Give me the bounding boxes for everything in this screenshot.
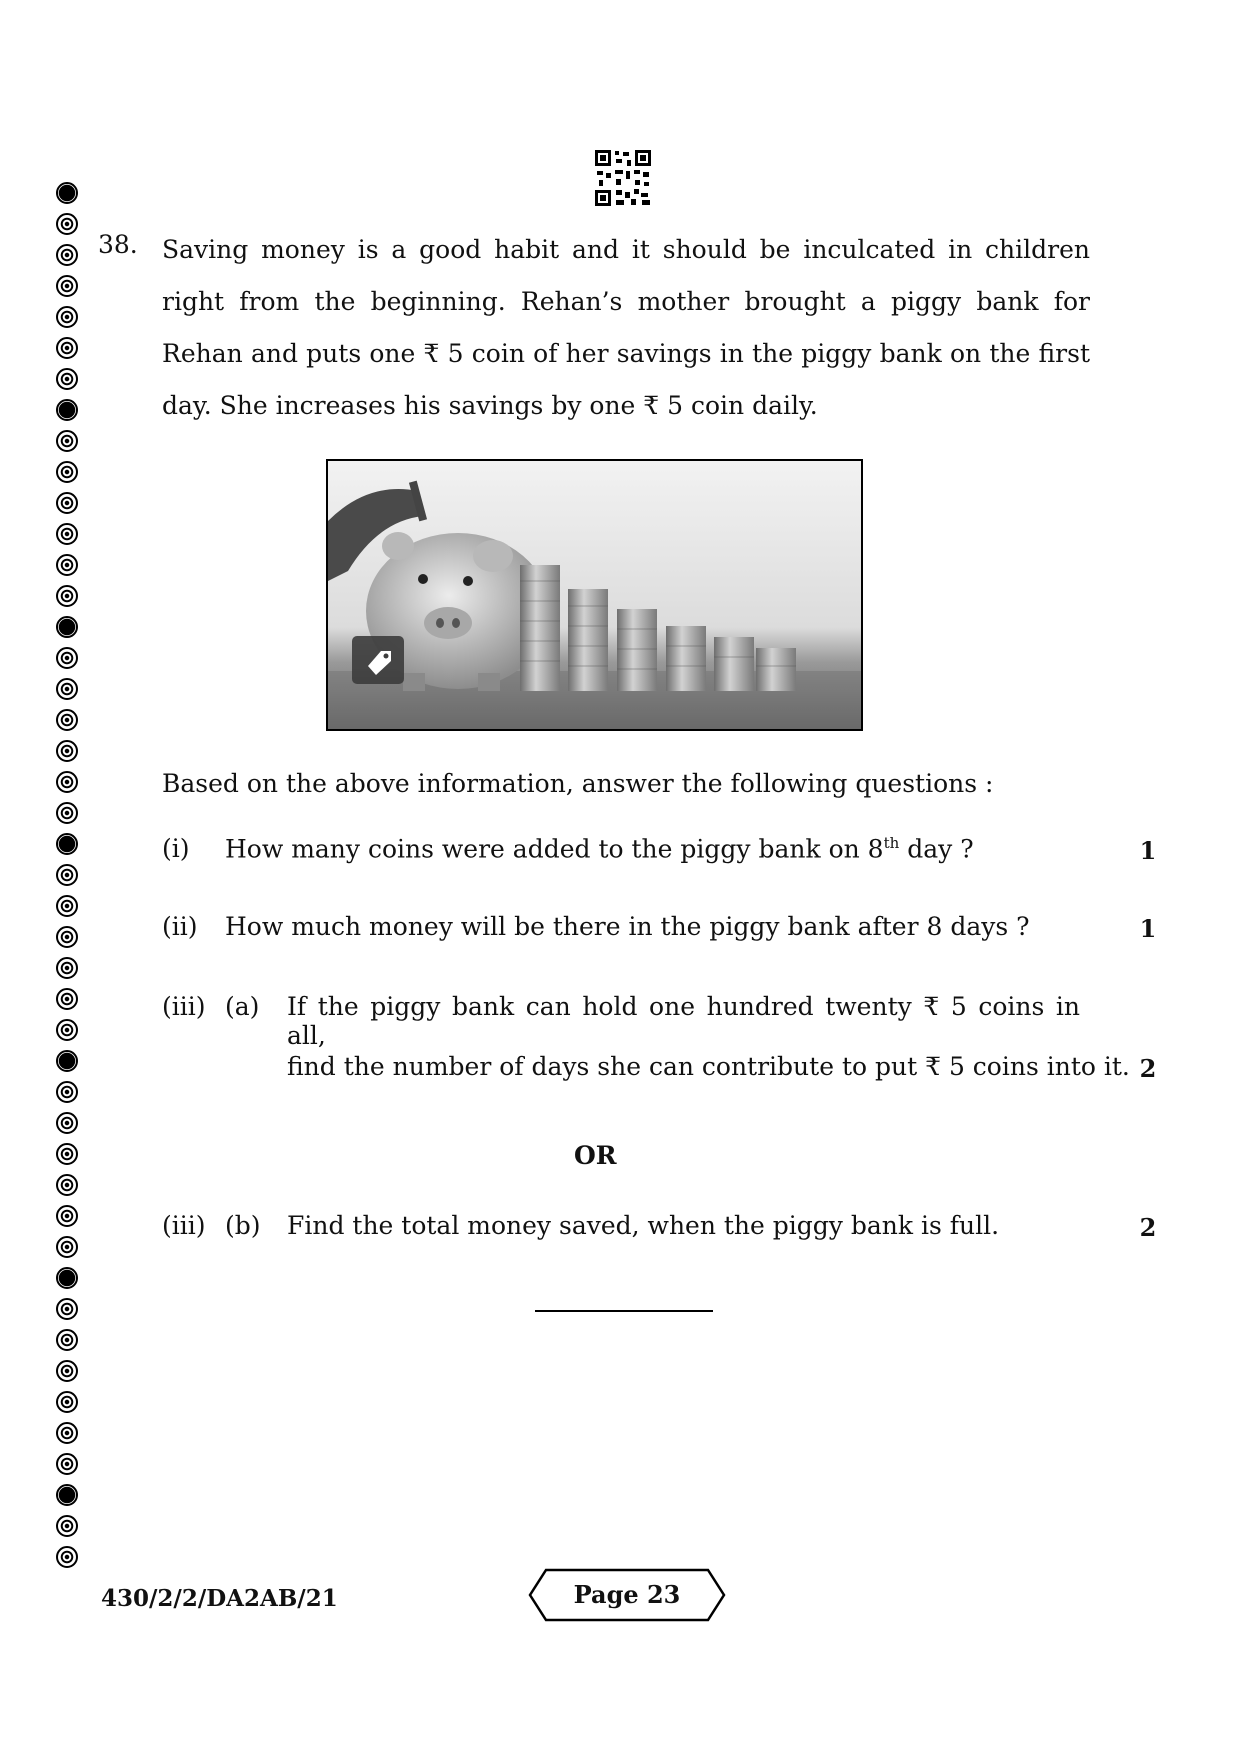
part-iii-b-text: Find the total money saved, when the piggy bank is full. [287,1211,1000,1240]
paper-code: 430/2/2/DA2AB/21 [101,1585,338,1612]
or-separator: OR [574,1141,617,1170]
part-iii-a-sub: (a) [225,992,260,1021]
margin-ring [56,461,78,483]
margin-ring [56,988,78,1010]
margin-ring [56,1050,78,1072]
margin-ring [56,833,78,855]
margin-ring [56,182,78,204]
part-iii-a-label: (iii) [162,992,206,1021]
part-i-label: (i) [162,834,190,863]
part-iii-a-line1: If the piggy bank can hold one hundred twenty ₹ 5 coins in all, [287,992,1080,1050]
margin-ring [56,1329,78,1351]
question-text: Saving money is a good habit and it should be inculcated in children right from the beginning. Rehan’s mother brought a piggy bank for Rehan and puts one ₹ 5 coin of her savings in the piggy bank on the first day. She increases his savings by one ₹ 5 coin daily. [162,235,1090,420]
margin-ring [56,213,78,235]
margin-ring [56,1546,78,1568]
part-i-text: How many coins were added to the piggy bank on 8th day ? [225,834,974,864]
page-number-badge [528,1567,726,1623]
qr-code [594,149,652,207]
piggy-bank-photo [326,459,863,731]
margin-ring [56,740,78,762]
margin-ring [56,1205,78,1227]
margin-ring [56,1484,78,1506]
margin-ring [56,430,78,452]
margin-ring [56,1360,78,1382]
margin-ring [56,771,78,793]
part-i-marks: 1 [1139,836,1157,865]
margin-ring [56,1081,78,1103]
margin-ring [56,864,78,886]
margin-ring [56,523,78,545]
margin-ring [56,554,78,576]
part-iii-b-marks: 2 [1139,1213,1157,1242]
margin-ring [56,957,78,979]
part-ii-label: (ii) [162,912,198,941]
margin-ring [56,1236,78,1258]
margin-ring [56,802,78,824]
part-iii-b-label: (iii) [162,1211,206,1240]
margin-ring [56,1298,78,1320]
margin-ring [56,678,78,700]
part-ii-text: How much money will be there in the piggy bank after 8 days ? [225,912,1030,941]
question-number: 38. [98,230,138,259]
margin-ring [56,895,78,917]
margin-ring [56,244,78,266]
margin-ring [56,709,78,731]
margin-ring [56,616,78,638]
margin-ring [56,585,78,607]
margin-ring [56,368,78,390]
margin-ring [56,1019,78,1041]
margin-ring [56,1453,78,1475]
margin-ring [56,1143,78,1165]
page-number: Page 23 [573,1580,681,1609]
margin-ring [56,492,78,514]
margin-ring [56,1267,78,1289]
margin-ring [56,1391,78,1413]
margin-ring [56,1515,78,1537]
margin-ring [56,275,78,297]
margin-ring [56,1174,78,1196]
instruction-text: Based on the above information, answer the following questions : [162,769,994,798]
margin-ring [56,926,78,948]
margin-ring [56,399,78,421]
part-ii-marks: 1 [1139,914,1157,943]
end-rule [535,1310,713,1312]
part-iii-b-sub: (b) [225,1211,261,1240]
margin-ring [56,647,78,669]
part-iii-a-marks: 2 [1139,1054,1157,1083]
margin-ring [56,1422,78,1444]
margin-ring [56,337,78,359]
margin-ring [56,306,78,328]
part-iii-a-line2: find the number of days she can contribute to put ₹ 5 coins into it. [287,1052,1130,1081]
margin-ring [56,1112,78,1134]
